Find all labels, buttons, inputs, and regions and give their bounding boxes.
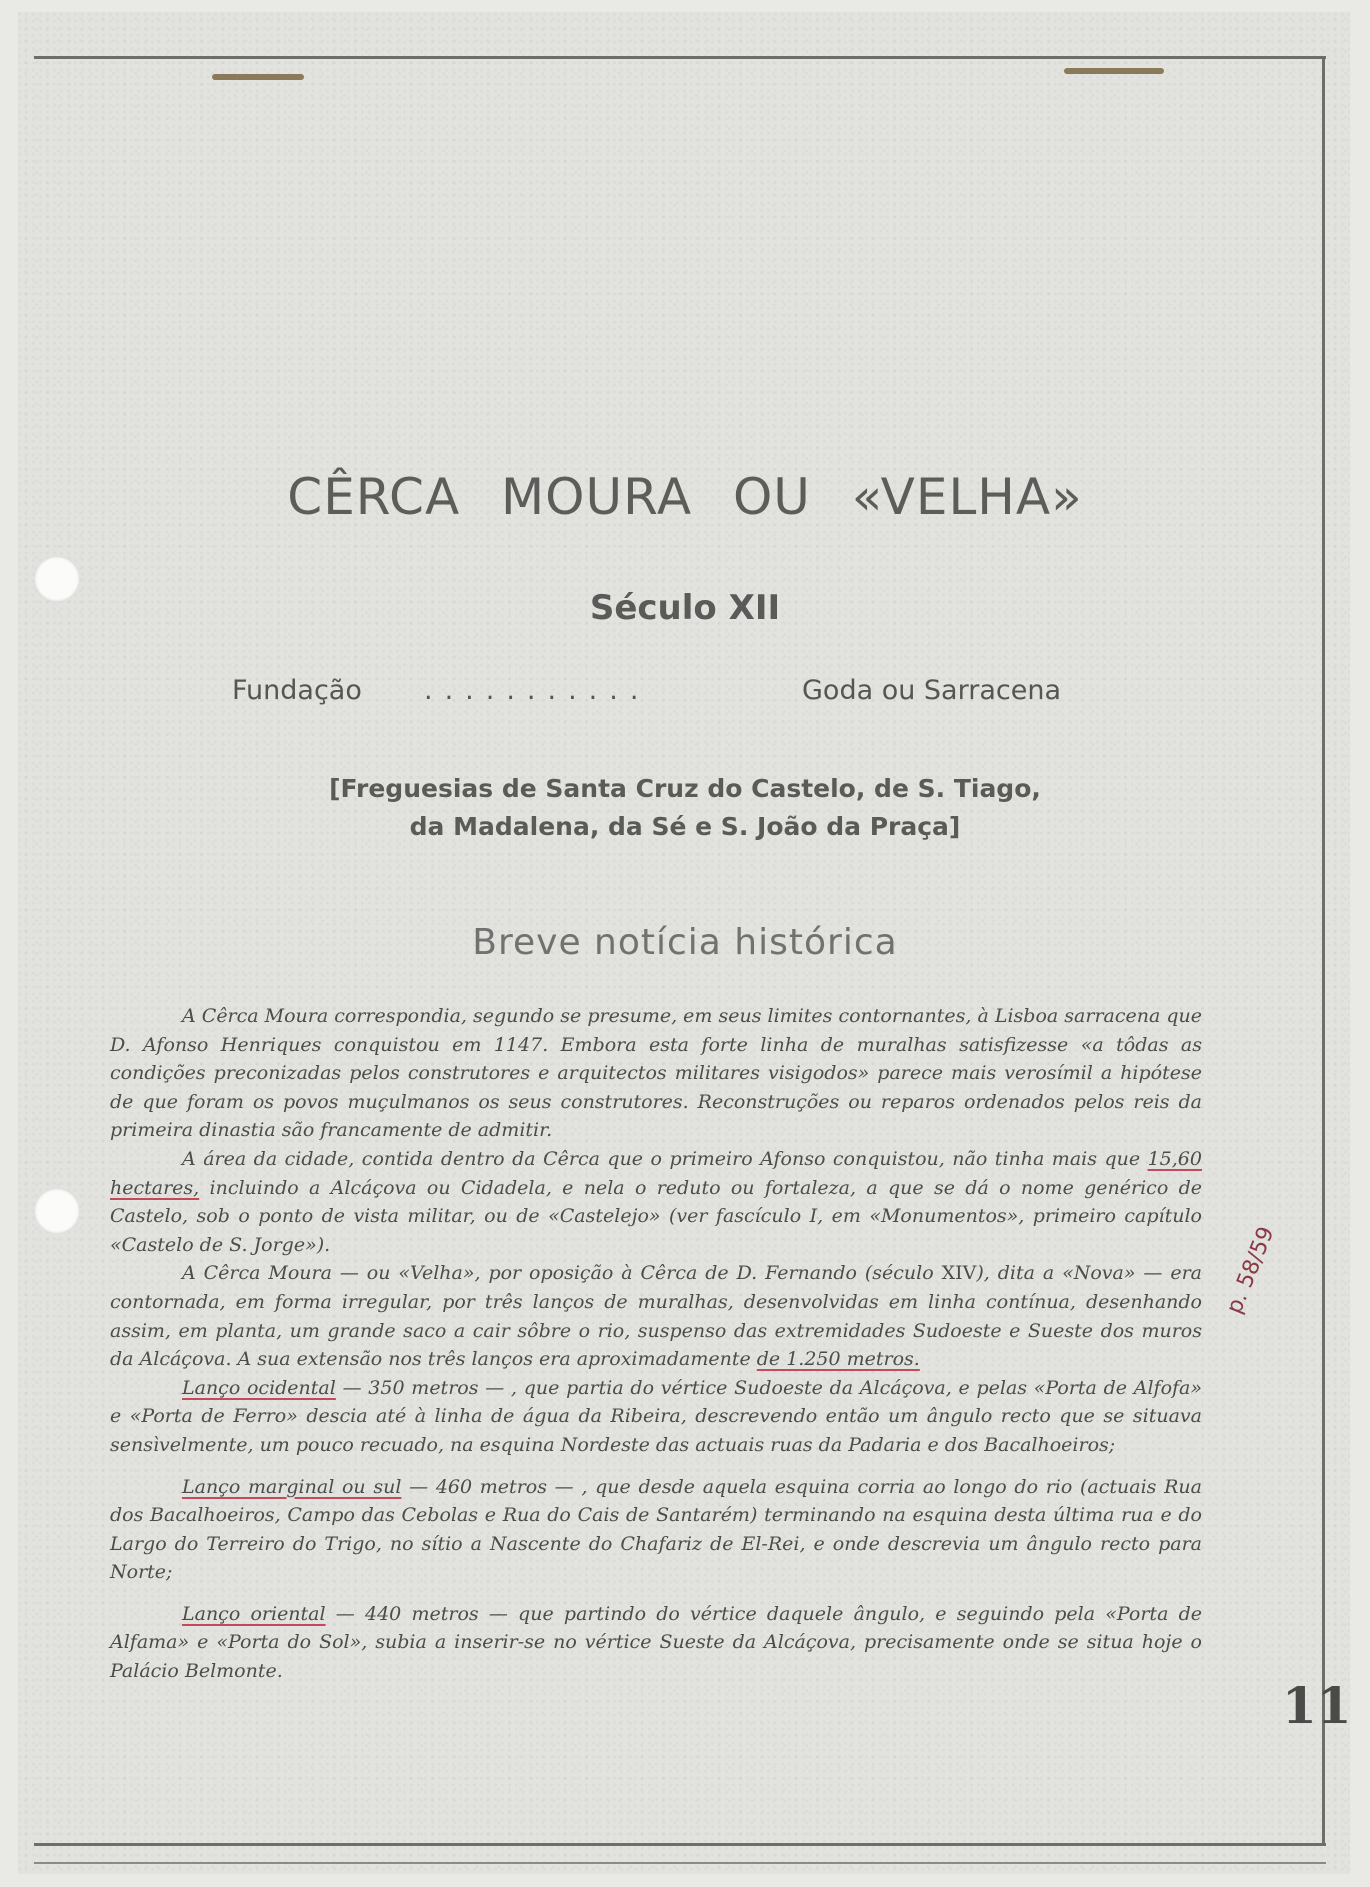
area-text-end: incluindo a Alcáçova ou Cidadela, e nela o reduto ou fortaleza, a que se dá o nome genérico de Castelo, sob o ponto de vista militar, ou de «Castelejo» (ver fascículo I, em «Monumentos», primeiro capítulo «Castelo de S. Jorge»). [110, 1176, 1202, 1256]
paragraph-south-section [110, 1473, 1202, 1587]
frame-top-rule [34, 56, 1326, 59]
south-section-label: Lanço marginal ou sul [182, 1475, 402, 1498]
parishes-line-1: [Freguesias de Santa Cruz do Castelo, de S. Tiago, [329, 774, 1041, 803]
extent-century: XIV [941, 1262, 977, 1285]
area-value-underlined: 15,60 hectares, [110, 1147, 1202, 1199]
foundation-row [232, 675, 1092, 719]
east-section-label: Lanço oriental [182, 1602, 326, 1625]
south-section-text: — 460 metros — , que desde aquela esquina corria ao longo do rio (actuais Rua dos Bacalhoeiros, Campo das Cebolas e Rua do Cais de Santarém) terminando na esquina desta última rua e do Largo do Terreiro do Trigo, no sítio a Nascente do Chafariz de El-Rei, e onde descrevia um ângulo recto para Norte; [110, 1475, 1202, 1584]
parishes-line-2: da Madalena, da Sé e S. João da Praça] [409, 812, 961, 841]
paragraph-west-section [110, 1374, 1202, 1460]
century-heading: Século XII [589, 588, 781, 628]
foundation-value: Goda ou Sarracena [802, 675, 1061, 706]
area-text-start: A área da cidade, contida dentro da Cêrca que o primeiro Afonso conquistou, não tinha mais que [182, 1147, 1148, 1170]
west-section-text: — 350 metros — , que partia do vértice Sudoeste da Alcáçova, e pelas «Porta de Alfofa» e «Porta de Ferro» descia até à linha de água da Ribeira, descrevendo então um ângulo recto que se situava sensìvelmente, um pouco recuado, na esquina Nordeste das actuais ruas da Padaria e dos Bacalhoeiros; [110, 1376, 1202, 1456]
staple-mark-right [1064, 68, 1164, 74]
page-number: 11 [1282, 1676, 1352, 1735]
punch-hole-lower [34, 1188, 80, 1234]
east-section-text: — 440 metros — que partindo do vértice daquele ângulo, e seguindo pela «Porta de Alfama» e «Porta do Sol», subia a inserir-se no vértice Sueste da Alcáçova, precisamente onde se situa hoje o Palácio Belmonte. [110, 1602, 1203, 1683]
foundation-label: Fundação [232, 675, 362, 706]
frame-bottom-rule [34, 1843, 1326, 1846]
parishes-block [0, 770, 1370, 846]
handwritten-page-reference: p. 58/59 [1222, 1223, 1280, 1318]
paragraph-intro: A Cêrca Moura correspondia, segundo se presume, em seus limites contornantes, à Lisboa sarracena que D. Afonso Henriques conquistou em 1147. Embora esta forte linha de muralhas satisfizesse «a tôdas as condições preconizadas pelos construtores e arquitectos militares visigodos» parece mais verosímil a hipótese de que foram os povos muçulmanos os seus construtores. Reconstruções ou reparos ordenados pelos reis da primeira dinastia são francamente de admitir. [110, 1005, 1202, 1142]
paragraph-east-section [110, 1600, 1202, 1686]
historical-note-body [110, 1002, 1202, 1686]
frame-bottom-rule-outer [34, 1862, 1326, 1864]
west-section-label: Lanço ocidental [182, 1376, 336, 1399]
extent-text-start: A Cêrca Moura — ou «Velha», por oposição à Cêrca de D. Fernando (século [182, 1262, 942, 1285]
document-title: CÊRCA MOURA OU «VELHA» [287, 468, 1083, 526]
section-subtitle: Breve notícia histórica [472, 922, 898, 963]
extent-length-underlined: de 1.250 metros. [756, 1348, 920, 1371]
foundation-leader-dots: ........... [424, 675, 651, 706]
paragraph-extent [110, 1259, 1202, 1373]
extent-text-middle: ), dita a «Nova» — era contornada, em forma irregular, por três lanços de muralhas, desenvolvidas em linha contínua, desenhando assim, em planta, um grande saco a cair sôbre o rio, suspenso das extremidades Sudoeste e Sueste dos muros da Alcáçova. A sua extensão nos três lanços era aproximadamente [110, 1262, 1202, 1371]
paragraph-area [110, 1145, 1202, 1259]
staple-mark-left [212, 74, 304, 80]
